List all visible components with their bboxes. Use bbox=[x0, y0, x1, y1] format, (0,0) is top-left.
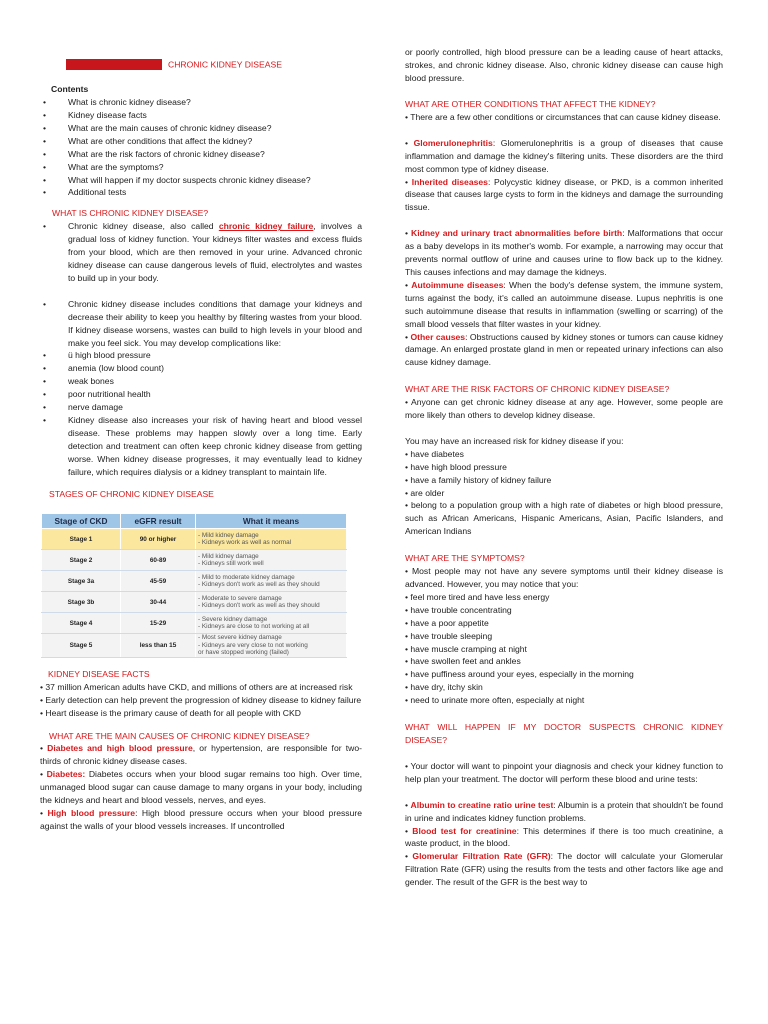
egfr-cell: 45-59 bbox=[121, 571, 196, 592]
egfr-cell: less than 15 bbox=[121, 634, 196, 658]
left-column bbox=[40, 0, 362, 833]
meaning-cell: - Most severe kidney damage - Kidneys are very close to not working or have stopped working (failed) bbox=[196, 634, 347, 658]
stage-cell: Stage 3a bbox=[42, 571, 121, 592]
meaning-cell: - Mild kidney damage - Kidneys still work well bbox=[196, 550, 347, 571]
contents-heading: Contents bbox=[51, 84, 89, 95]
right-column-content bbox=[405, 46, 723, 889]
section-heading-what-is: WHAT IS CHRONIC KIDNEY DISEASE? bbox=[52, 208, 209, 219]
fact-item: • Heart disease is the primary cause of death for all people with CKD bbox=[40, 707, 301, 718]
section-heading-symptoms: WHAT ARE THE SYMPTOMS? bbox=[405, 553, 525, 564]
symptom-item: • have muscle cramping at night bbox=[405, 643, 527, 654]
meaning-cell: - Mild to moderate kidney damage - Kidneys don't work as well as they should bbox=[196, 571, 347, 592]
table-row bbox=[42, 550, 347, 571]
table-row bbox=[42, 634, 347, 658]
contents-list bbox=[40, 96, 362, 199]
document-title: CHRONIC KIDNEY DISEASE bbox=[168, 59, 282, 70]
table-row bbox=[42, 529, 347, 550]
risk-item: • have high blood pressure bbox=[405, 461, 507, 472]
stage-cell: Stage 2 bbox=[42, 550, 121, 571]
contents-item[interactable]: • What will happen if my doctor suspects chronic kidney disease? bbox=[40, 174, 362, 187]
test-item: • Albumin to creatine ratio urine test: Albumin is a protein that shouldn't be found in urine and indicates kidney function problems. bbox=[405, 799, 723, 823]
risk-intro: • Anyone can get chronic kidney disease at any age. However, some people are more likely than others to develop kidney disease. bbox=[405, 397, 723, 421]
fact-item: • 37 million American adults have CKD, and millions of others are at increased risk bbox=[40, 681, 353, 692]
egfr-cell: 30-44 bbox=[121, 592, 196, 613]
doctor-intro: • Your doctor will want to pinpoint your diagnosis and check your kidney function to help plan your treatment. The doctor will perform these blood and urine tests: bbox=[405, 760, 723, 784]
chronic-kidney-failure-link[interactable]: chronic kidney failure bbox=[218, 221, 314, 232]
contents-item[interactable]: • Kidney disease facts bbox=[40, 109, 362, 122]
contents-item[interactable]: • What is chronic kidney disease? bbox=[40, 96, 362, 109]
condition-item: • Glomerulonephritis: Glomerulonephritis is a group of diseases that cause inflammation and damage the kidney's filtering units. These disorders are the third most common type of kidney disease. bbox=[405, 137, 723, 174]
ckd-stages-table bbox=[41, 513, 347, 658]
condition-item: • Other causes: Obstructions caused by kidney stones or tumors can cause kidney damage. An enlarged prostate gland in men or repeated urinary infections can also cause kidney damage. bbox=[405, 331, 723, 368]
egfr-cell: 90 or higher bbox=[121, 529, 196, 550]
table-row bbox=[42, 613, 347, 634]
stage-cell: Stage 5 bbox=[42, 634, 121, 658]
stage-cell: Stage 4 bbox=[42, 613, 121, 634]
section-heading-causes: WHAT ARE THE MAIN CAUSES OF CHRONIC KIDNEY DISEASE? bbox=[49, 730, 310, 741]
condition-item: • Kidney and urinary tract abnormalities before birth: Malformations that occur as a baby develops in its mother's womb. For example, a narrowing may occur that prevents normal outflow of urine and causes urine to flow back up to the kidney. This causes infections and may damage the kidneys. bbox=[405, 228, 723, 277]
symptom-item: • have dry, itchy skin bbox=[405, 682, 483, 693]
complication-item: • anemia (low blood count) bbox=[40, 362, 362, 375]
column-header: Stage of CKD bbox=[42, 514, 121, 529]
section-heading-stages: STAGES OF CHRONIC KIDNEY DISEASE bbox=[49, 489, 214, 500]
column-header: What it means bbox=[196, 514, 347, 529]
contents-item[interactable]: • What are the main causes of chronic kidney disease? bbox=[40, 122, 362, 135]
table-row bbox=[42, 592, 347, 613]
complications-list bbox=[40, 298, 362, 479]
symptom-item: • have puffiness around your eyes, especially in the morning bbox=[405, 669, 634, 680]
risk-item: • have diabetes bbox=[405, 448, 464, 459]
risk-item: • belong to a population group with a high rate of diabetes or high blood pressure, such as African Americans, Hispanic Americans, Asian, Pacific Islanders, and American Indians bbox=[405, 500, 723, 537]
symptom-item: • have swollen feet and ankles bbox=[405, 656, 521, 667]
condition-item: • Autoimmune diseases: When the body's defense system, the immune system, turns against the body, it's called an autoimmune disease. Lupus nephritis is one such autoimmune disease that results in inflammation (swelling or scarring) of the small blood vessels that filter wastes in your kidney. bbox=[405, 279, 723, 329]
symptom-item: • need to urinate more often, especially at night bbox=[405, 695, 585, 706]
complication-item: • nerve damage bbox=[40, 401, 362, 414]
what-is-paragraph: • Chronic kidney disease, also called chronic kidney failure, involves a gradual loss of kidney function. Your kidneys filter wastes and excess fluids from your blood, which are then removed in your urine. Advanced chronic kidney disease can cause dangerous levels of fluid, electrolytes and wastes to build up in your body. bbox=[40, 220, 362, 285]
cause-item: • High blood pressure: High blood pressure occurs when your blood pressure against the walls of your blood vessels increases. If uncontrolled bbox=[40, 807, 362, 831]
test-item: • Blood test for creatinine: This determines if there is too much creatinine, a waste product, in the blood. bbox=[405, 825, 724, 849]
contents-item[interactable]: • What are other conditions that affect the kidney? bbox=[40, 135, 362, 148]
other-intro: • There are a few other conditions or circumstances that can cause kidney disease. bbox=[405, 111, 721, 122]
what-is-list bbox=[40, 220, 362, 285]
meaning-cell: - Moderate to severe damage - Kidneys don't work as well as they should bbox=[196, 592, 347, 613]
table-row bbox=[42, 571, 347, 592]
risk-item: • have a family history of kidney failure bbox=[405, 474, 552, 485]
complication-item: • poor nutritional health bbox=[40, 388, 362, 401]
risk-item: • are older bbox=[405, 487, 445, 498]
contents-item[interactable]: • What are the risk factors of chronic kidney disease? bbox=[40, 148, 362, 161]
symptom-item: • feel more tired and have less energy bbox=[405, 591, 550, 602]
condition-item: • Inherited diseases: Polycystic kidney disease, or PKD, is a common inherited disease that causes large cysts to form in the kidneys and damage the surrounding tissue. bbox=[405, 176, 724, 213]
section-heading-doctor: WHAT WILL HAPPEN IF MY DOCTOR SUSPECTS CHRONIC KIDNEY DISEASE? bbox=[405, 722, 723, 745]
complication-item: • weak bones bbox=[40, 375, 362, 388]
table-header-row bbox=[42, 514, 347, 529]
test-item: • Glomerular Filtration Rate (GFR): The doctor will calculate your Glomerular Filtration Rate (GFR) using the results from the tests and other factors like age and gender. The result of the GFR is the best way to bbox=[405, 851, 723, 888]
title-row bbox=[33, 58, 362, 71]
cause-item: • Diabetes: Diabetes occurs when your blood sugar remains too high. Over time, unmanaged blood sugar can cause damage to many organs in your body, including the kidneys and heart and blood vessels, nerves, and eyes. bbox=[40, 769, 362, 806]
contents-item[interactable]: • Additional tests bbox=[40, 186, 362, 199]
symptom-item: • have trouble concentrating bbox=[405, 604, 512, 615]
section-heading-other-conditions: WHAT ARE OTHER CONDITIONS THAT AFFECT THE KIDNEY? bbox=[405, 99, 656, 109]
risk-lead: You may have an increased risk for kidney disease if you: bbox=[405, 435, 624, 446]
causes-continuation: or poorly controlled, high blood pressure can be a leading cause of heart attacks, strokes, and chronic kidney disease. Also, chronic kidney disease can cause high blood pressure. bbox=[405, 47, 723, 83]
cause-item: • Diabetes and high blood pressure, or hypertension, are responsible for two-thirds of chronic kidney disease cases. bbox=[40, 743, 362, 767]
heart-risk-paragraph: • Kidney disease also increases your risk of having heart and blood vessel disease. These problems may happen slowly over a long time. Early detection and treatment can often keep chronic kidney disease from getting worse. When kidney disease progresses, it may eventually lead to kidney failure, which requires dialysis or a kidney transplant to maintain life. bbox=[40, 414, 362, 479]
meaning-cell: - Severe kidney damage - Kidneys are close to not working at all bbox=[196, 613, 347, 634]
fact-item: • Early detection can help prevent the progression of kidney disease to kidney failure bbox=[40, 694, 362, 705]
section-heading-risk: WHAT ARE THE RISK FACTORS OF CHRONIC KIDNEY DISEASE? bbox=[405, 384, 670, 395]
complications-paragraph: • Chronic kidney disease includes conditions that damage your kidneys and decrease their ability to keep you healthy by filtering wastes from your blood. If kidney disease worsens, wastes can build to high levels in your blood and make you feel sick. You may develop complications like: bbox=[40, 298, 362, 350]
title-red-bar bbox=[66, 59, 162, 70]
symptom-item: • have trouble sleeping bbox=[405, 630, 493, 641]
egfr-cell: 60-89 bbox=[121, 550, 196, 571]
column-header: eGFR result bbox=[121, 514, 196, 529]
symptoms-intro: • Most people may not have any severe symptoms until their kidney disease is advanced. However, you may notice that you: bbox=[405, 566, 723, 589]
right-column-continuation bbox=[405, 46, 723, 85]
stage-cell: Stage 1 bbox=[42, 529, 121, 550]
complication-item: • ü high blood pressure bbox=[40, 349, 362, 362]
contents-item[interactable]: • What are the symptoms? bbox=[40, 161, 362, 174]
stage-cell: Stage 3b bbox=[42, 592, 121, 613]
section-heading-facts: KIDNEY DISEASE FACTS bbox=[48, 668, 150, 679]
egfr-cell: 15-29 bbox=[121, 613, 196, 634]
meaning-cell: - Mild kidney damage - Kidneys work as well as normal bbox=[196, 529, 347, 550]
symptom-item: • have a poor appetite bbox=[405, 617, 489, 628]
